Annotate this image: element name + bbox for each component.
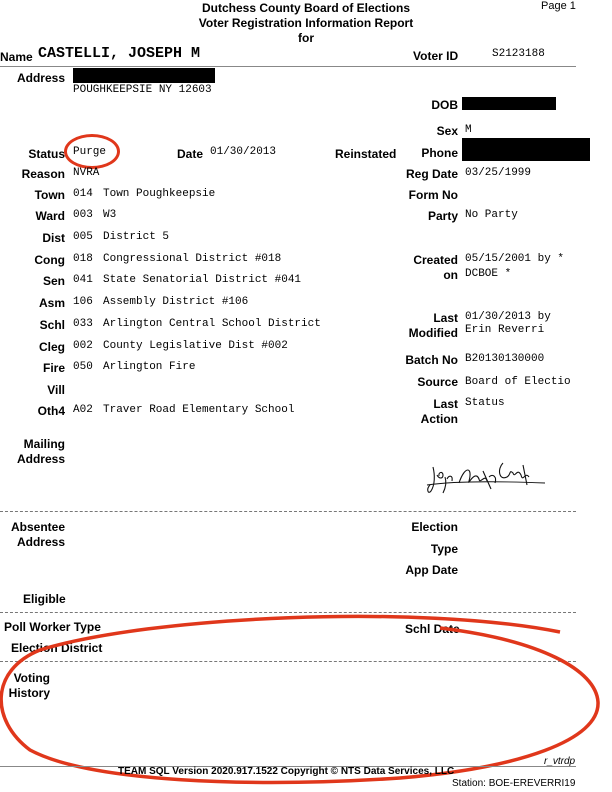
eligible-label: Eligible: [23, 592, 66, 606]
district-code: 106: [73, 296, 93, 308]
district-code: 002: [73, 340, 93, 352]
party-value: No Party: [465, 209, 518, 221]
district-label: Ward: [35, 209, 65, 223]
status-date: 01/30/2013: [210, 146, 277, 158]
last-action-value: Status: [465, 397, 505, 409]
source-value: Board of Electio: [465, 376, 571, 388]
absentee-label1: Absentee: [10, 520, 65, 534]
district-name: Congressional District #018: [103, 253, 282, 265]
district-label: Dist: [42, 231, 65, 245]
mailing-divider: [0, 511, 576, 512]
district-code: 050: [73, 361, 93, 373]
modified-value-line1: 01/30/2013 by: [465, 311, 551, 323]
voter-name: CASTELLI, JOSEPH M: [38, 45, 201, 62]
last-action-label2: Action: [420, 412, 458, 426]
district-code: 041: [73, 274, 93, 286]
party-label: Party: [427, 209, 458, 223]
voter-id-label: Voter ID: [413, 49, 459, 63]
district-label: Oth4: [37, 404, 65, 418]
district-name: Town Poughkeepsie: [103, 188, 216, 200]
last-action-label1: Last: [433, 397, 458, 411]
poll-worker-type-label: Poll Worker Type: [4, 620, 101, 634]
page-number: Page 1: [541, 0, 576, 12]
district-code: A02: [73, 404, 93, 416]
header-divider: [0, 66, 576, 67]
name-label: Name: [0, 50, 33, 64]
voting-history-label2: History: [8, 686, 50, 700]
formno-label: Form No: [408, 188, 458, 202]
district-name: Assembly District #106: [103, 296, 249, 308]
election-label: Election: [411, 520, 458, 534]
address-label: Address: [16, 71, 65, 85]
created-label: Created: [413, 253, 458, 267]
copyright-text: TEAM SQL Version 2020.917.1522 Copyright © NTS Data Services, LLC: [118, 766, 455, 777]
absentee-label2: Address: [16, 535, 65, 549]
dob-label: DOB: [431, 98, 458, 112]
last-modified-label2: Modified: [408, 326, 458, 340]
address-city-line: POUGHKEEPSIE NY 12603: [73, 84, 212, 96]
voting-history-annotation-ellipse: [0, 610, 612, 792]
created-on-label: on: [443, 268, 458, 282]
district-code: 005: [73, 231, 93, 243]
mailing-label1: Mailing: [23, 437, 65, 451]
district-label: Cleg: [38, 340, 65, 354]
reason-label: Reason: [21, 167, 65, 181]
district-name: W3: [103, 209, 117, 221]
district-name: Arlington Central School District: [103, 318, 321, 330]
redacted-street: [73, 68, 215, 83]
report-title-line1: Dutchess County Board of Elections: [201, 1, 411, 15]
report-title-line3: for: [298, 31, 314, 45]
redacted-phone: [462, 138, 590, 161]
voter-signature: [425, 455, 550, 500]
report-title-line2: Voter Registration Information Report: [198, 16, 414, 30]
district-name: State Senatorial District #041: [103, 274, 302, 286]
district-label: Fire: [42, 361, 65, 375]
status-annotation-circle: [64, 134, 120, 169]
district-code: 014: [73, 188, 93, 200]
phone-label: Phone: [421, 146, 458, 160]
date-label: Date: [177, 147, 204, 161]
voting-history-label1: Voting: [13, 671, 50, 685]
district-name: Traver Road Elementary School: [103, 404, 295, 416]
type-label: Type: [430, 542, 458, 556]
sex-value: M: [465, 124, 472, 136]
sex-label: Sex: [436, 124, 458, 138]
district-label: Schl: [39, 318, 65, 332]
district-label: Cong: [34, 253, 65, 267]
voter-id: S2123188: [492, 48, 545, 60]
district-code: 018: [73, 253, 93, 265]
district-code: 003: [73, 209, 93, 221]
schl-date-label: Schl Date: [405, 622, 460, 636]
redacted-dob: [462, 97, 556, 110]
district-name: District 5: [103, 231, 170, 243]
district-code: 033: [73, 318, 93, 330]
district-label: Town: [34, 188, 65, 202]
app-date-label: App Date: [405, 563, 458, 577]
district-label: Asm: [38, 296, 65, 310]
regdate-value: 03/25/1999: [465, 167, 532, 179]
status-label: Status: [28, 147, 65, 161]
batch-label: Batch No: [405, 353, 458, 367]
created-value-line2: DCBOE *: [465, 268, 512, 280]
district-label: Sen: [42, 274, 65, 288]
election-district-label: Election District: [11, 641, 103, 655]
form-code: r_vtrdp: [544, 756, 576, 767]
modified-value-line2: Erin Reverri: [465, 324, 545, 336]
reinstated-label: Reinstated: [335, 147, 397, 161]
batch-value: B20130130000: [465, 353, 545, 365]
district-name: County Legislative Dist #002: [103, 340, 288, 352]
mailing-label2: Address: [16, 452, 65, 466]
created-value-line1: 05/15/2001 by *: [465, 253, 565, 265]
reason-value: NVRA: [73, 167, 100, 179]
station-text: Station: BOE-EREVERRI19: [452, 778, 576, 789]
district-label: Vill: [47, 383, 65, 397]
source-label: Source: [417, 375, 458, 389]
regdate-label: Reg Date: [405, 167, 458, 181]
last-modified-label1: Last: [433, 311, 458, 325]
status-value: Purge: [73, 146, 107, 158]
district-name: Arlington Fire: [103, 361, 196, 373]
